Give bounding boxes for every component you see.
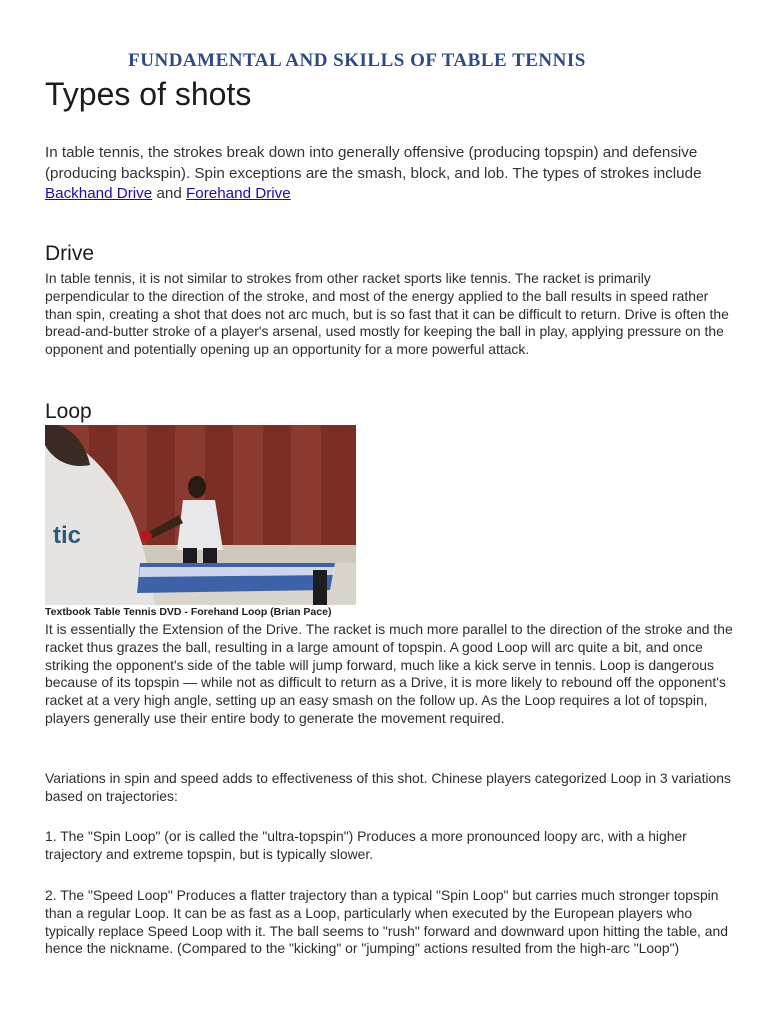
backhand-drive-link[interactable]: Backhand Drive xyxy=(45,185,153,202)
forehand-drive-link[interactable]: Forehand Drive xyxy=(186,185,291,202)
photo-illustration xyxy=(45,425,356,605)
document-title: FUNDAMENTAL AND SKILLS OF TABLE TENNIS xyxy=(128,50,586,71)
photo-caption: Textbook Table Tennis DVD - Forehand Loop (Brian Pace) xyxy=(45,606,332,618)
forehand-loop-photo xyxy=(45,425,356,605)
loop-paragraph-4: 2. The "Speed Loop" Produces a flatter trajectory than a typical "Spin Loop" but carries much stronger topspin than a regular Loop. It can be as fast as a Loop, particularly when executed by the European players who typically replace Speed Loop with it. The ball seems to "rush" forward and downward upon hitting the table, and hence the nickname. (Compared to the "kicking" or "jumping" actions resulted from the high-arc "Loop") xyxy=(45,887,728,957)
shirt-logo-text: tic xyxy=(53,522,82,549)
drive-heading: Drive xyxy=(45,242,95,265)
intro-text-mid: and xyxy=(152,185,186,202)
loop-paragraph-3: 1. The "Spin Loop" (or is called the "ultra-topspin") Produces a more pronounced loopy arc, with a higher trajectory and extreme topspin, but is typically slower. xyxy=(45,828,687,862)
loop-heading: Loop xyxy=(45,400,92,423)
page-heading: Types of shots xyxy=(45,76,252,112)
intro-paragraph xyxy=(45,143,735,205)
drive-paragraph: In table tennis, it is not similar to strokes from other racket sports like tennis. The racket is primarily perpendicular to the direction of the stroke, and most of the energy applied to the ball results in speed rather than spin, creating a shot that does not arc much, but is so fast that it can be difficult to return. Drive is often the bread-and-butter stroke of a player's arsenal, used mostly for keeping the ball in play, applying pressure on the opponent and potentially opening up an opportunity for a more powerful attack. xyxy=(45,270,729,358)
loop-paragraph-1: It is essentially the Extension of the Drive. The racket is much more parallel to the direction of the stroke and the racket thus grazes the ball, resulting in a large amount of topspin. A good Loop will arc quite a bit, and once striking the opponent's side of the table will jump forward, much like a kick serve in tennis. Loop is dangerous because of its topspin — while not as difficult to return as a Drive, it is more likely to rebound off the opponent's racket at a very high angle, setting up an easy smash on the follow up. As the Loop requires a lot of topspin, players generally use their entire body to generate the movement required. xyxy=(45,621,733,726)
loop-paragraph-2: Variations in spin and speed adds to effectiveness of this shot. Chinese players categorized Loop in 3 variations based on trajectories: xyxy=(45,770,731,804)
intro-text: In table tennis, the strokes break down into generally offensive (producing topspin) and defensive (producing backspin). Spin exceptions are the smash, block, and lob. The types of strokes include xyxy=(45,144,702,182)
